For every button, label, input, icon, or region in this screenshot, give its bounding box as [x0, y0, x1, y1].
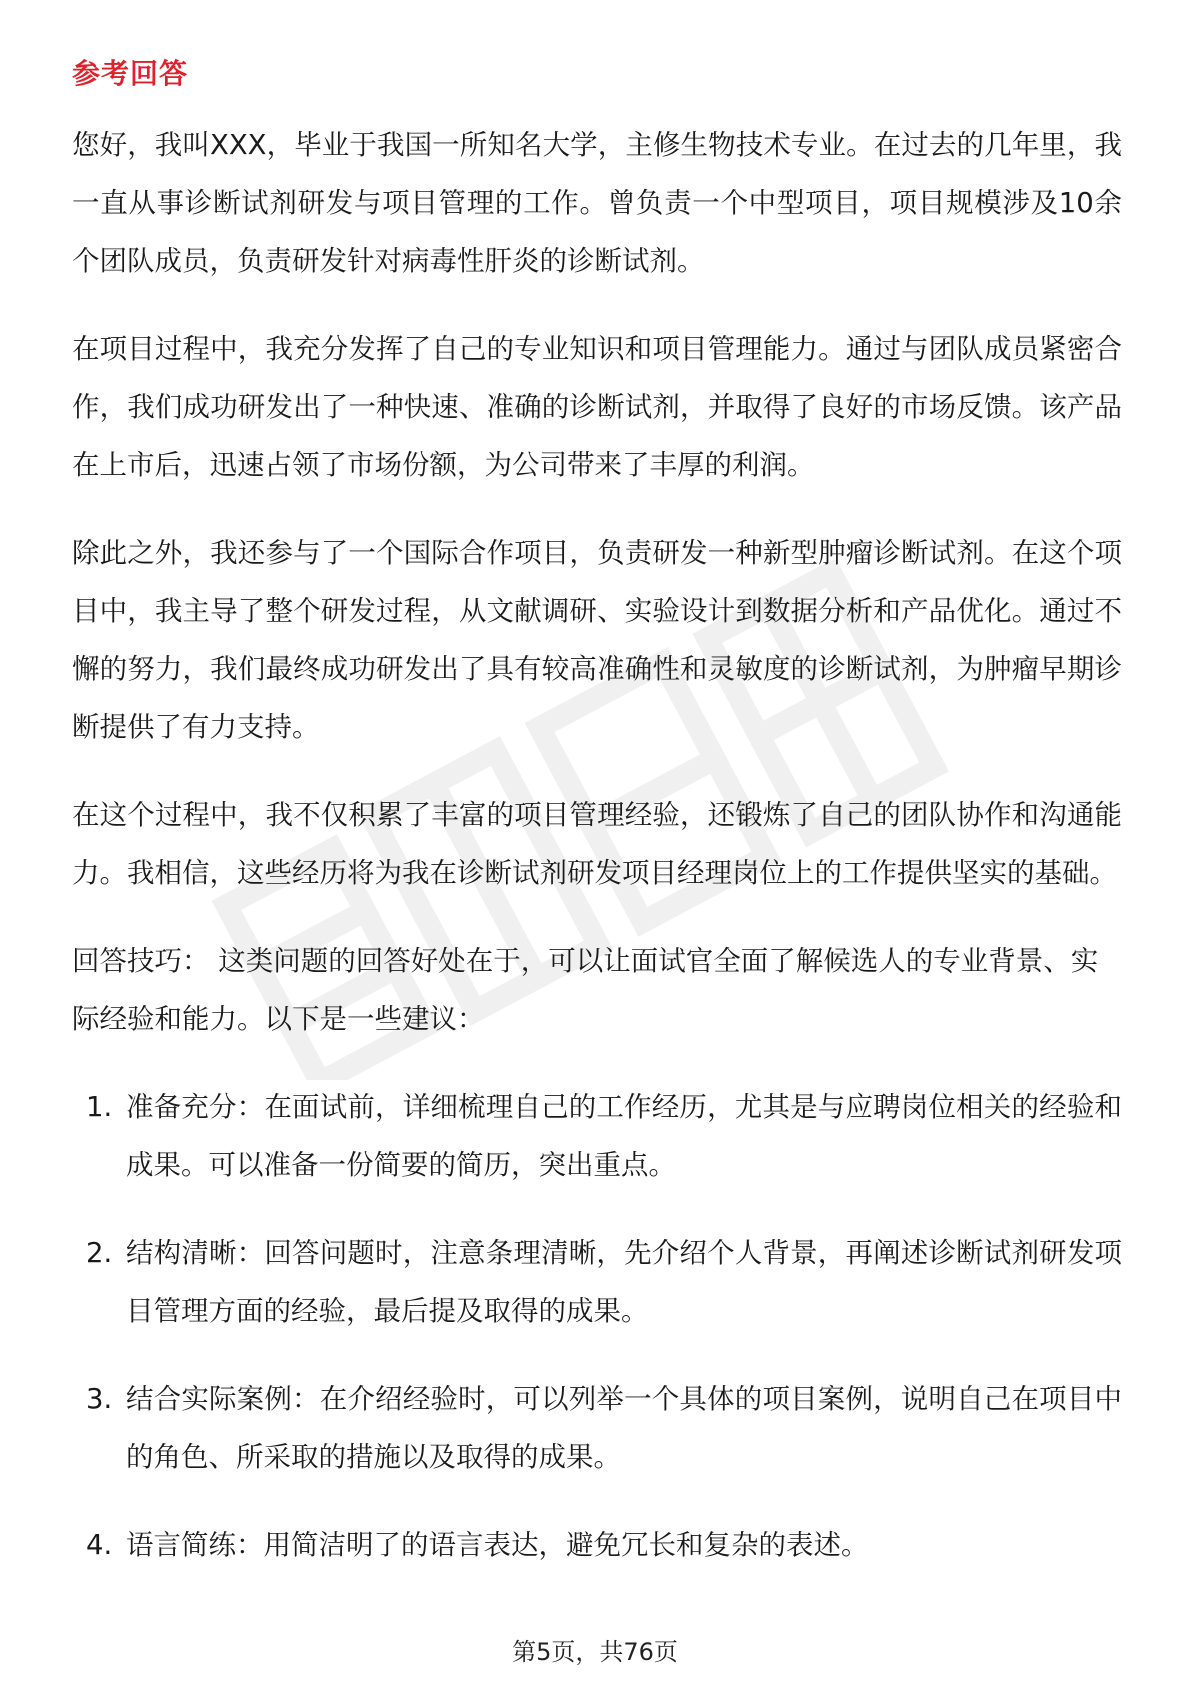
list-text: 结合实际案例：在介绍经验时，可以列举一个具体的项目案例，说明自己在项目中的角色、所采取的措施以及取得的成果。	[126, 1383, 1122, 1473]
list-number: 1.	[86, 1091, 113, 1123]
paragraph-international: 除此之外，我还参与了一个国际合作项目，负责研发一种新型肿瘤诊断试剂。在这个项目中，我主导了整个研发过程，从文献调研、实验设计到数据分析和产品优化。通过不懈的努力，我们最终成功研发出了具有较高准确性和灵敏度的诊断试剂，为肿瘤早期诊断提供了有力支持。	[72, 537, 1122, 743]
list-number: 2.	[86, 1237, 113, 1269]
document-body	[72, 116, 1122, 1604]
list-text: 结构清晰：回答问题时，注意条理清晰，先介绍个人背景，再阐述诊断试剂研发项目管理方面的经验，最后提及取得的成果。	[126, 1237, 1122, 1327]
list-text: 准备充分：在面试前，详细梳理自己的工作经历，尤其是与应聘岗位相关的经验和成果。可以准备一份简要的简历，突出重点。	[126, 1091, 1122, 1181]
section-heading: 参考回答	[72, 57, 189, 90]
paragraph-intro: 您好，我叫XXX，毕业于我国一所知名大学，主修生物技术专业。在过去的几年里，我一直从事诊断试剂研发与项目管理的工作。曾负责一个中型项目，项目规模涉及10余个团队成员，负责研发针对病毒性肝炎的诊断试剂。	[72, 129, 1122, 277]
paragraph-project: 在项目过程中，我充分发挥了自己的专业知识和项目管理能力。通过与团队成员紧密合作，我们成功研发出了一种快速、准确的诊断试剂，并取得了良好的市场反馈。该产品在上市后，迅速占领了市场份额，为公司带来了丰厚的利润。	[72, 333, 1122, 481]
paragraph-summary: 在这个过程中，我不仅积累了丰富的项目管理经验，还锻炼了自己的团队协作和沟通能力。我相信，这些经历将为我在诊断试剂研发项目经理岗位上的工作提供坚实的基础。	[72, 799, 1122, 889]
list-number: 3.	[86, 1383, 113, 1415]
list-number: 4.	[86, 1529, 113, 1561]
tips-list	[72, 1078, 1122, 1574]
list-item	[72, 1516, 1122, 1574]
list-item	[72, 1224, 1122, 1340]
list-item	[72, 1370, 1122, 1486]
page-number-footer: 第5页，共76页	[512, 1638, 678, 1666]
list-text: 语言简练：用简洁明了的语言表达，避免冗长和复杂的表述。	[126, 1529, 869, 1561]
list-item	[72, 1078, 1122, 1194]
answer-tips: 回答技巧： 这类问题的回答好处在于，可以让面试官全面了解候选人的专业背景、实际经验和能力。以下是一些建议：	[72, 945, 1099, 1035]
